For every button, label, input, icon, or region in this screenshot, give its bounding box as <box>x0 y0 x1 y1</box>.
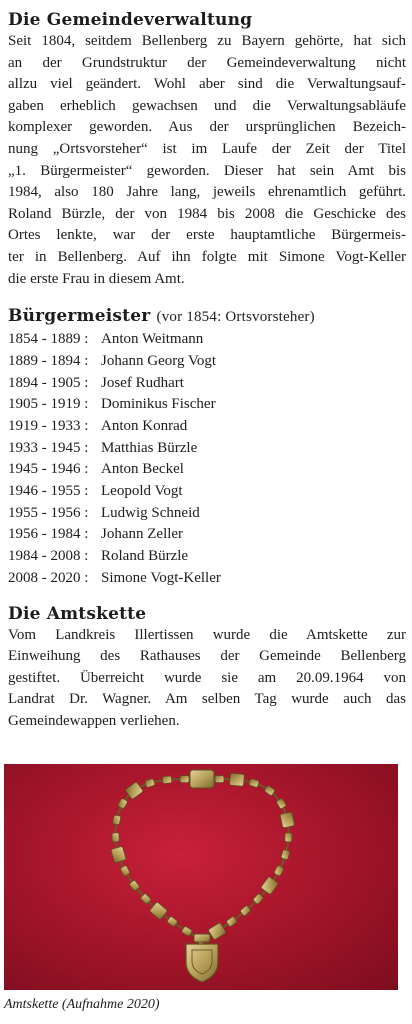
text-line: gestiftet. Überreicht wurde sie am 20.09.1964 von <box>8 669 406 686</box>
mayor-name: Anton Beckel <box>101 461 184 478</box>
section-amtskette <box>8 604 406 733</box>
chain-link <box>249 778 260 787</box>
chain-link <box>208 922 226 940</box>
mayor-years: 1946 - 1955 : <box>8 483 89 500</box>
mayor-years: 1956 - 1984 : <box>8 526 89 543</box>
text-line: nung „Ortsvorsteher“ ist im Laufe der Zeit der Titel <box>8 140 406 157</box>
chain-link <box>280 812 295 828</box>
chain-link <box>112 815 121 825</box>
chain-link <box>120 865 130 876</box>
mayor-years: 1945 - 1946 : <box>8 461 89 478</box>
mayor-entry <box>8 351 406 373</box>
mayor-name: Leopold Vogt <box>101 483 183 500</box>
text-line: Roland Bürzle, der von 1984 bis 2008 die Geschicke des <box>8 205 406 222</box>
chain-link <box>274 865 284 876</box>
mayor-name: Johann Zeller <box>101 526 184 543</box>
section-title-gemeindeverwaltung: Die Gemeindeverwaltung <box>8 10 253 30</box>
page <box>8 10 406 749</box>
chain-link <box>285 833 292 842</box>
mayor-years: 1984 - 2008 : <box>8 548 89 565</box>
text-line: ter in Bellenberg. Auf ihn folgte mit Simone Vogt-Keller <box>8 248 406 265</box>
text-line: Seit 1804, seitdem Bellenberg zu Bayern gehörte, hat sich <box>8 33 406 49</box>
photo-caption: Amtskette (Aufnahme 2020) <box>4 997 160 1012</box>
text-line: Landrat Dr. Wagner. Am selben Tag wurde auch das <box>8 691 406 708</box>
chain-path <box>115 779 288 940</box>
mayor-years: 1933 - 1945 : <box>8 439 89 456</box>
mayor-name: Josef Rudhart <box>101 374 184 391</box>
buergermeister-title: Bürgermeister <box>8 306 151 327</box>
mayor-name: Anton Konrad <box>101 417 188 434</box>
mayor-years: 1955 - 1956 : <box>8 504 89 521</box>
mayor-years: 1919 - 1933 : <box>8 417 89 434</box>
paragraph-gemeindeverwaltung <box>8 31 406 290</box>
mayor-entry <box>8 568 406 590</box>
chain-links <box>111 773 295 945</box>
mayor-entry <box>8 394 406 416</box>
text-line: komplexer geworden. Aus der ursprünglichen Bezeich- <box>8 119 406 136</box>
chain-link <box>112 833 120 842</box>
chain-link <box>281 849 290 860</box>
chain-link <box>181 926 192 937</box>
mayor-years: 2008 - 2020 : <box>8 569 89 586</box>
section-gemeindeverwaltung <box>8 10 406 290</box>
mayor-entry <box>8 438 406 460</box>
top-clasp <box>190 770 214 788</box>
mayor-name: Dominikus Fischer <box>101 396 216 413</box>
text-line: Gemeindewappen verliehen. <box>8 712 180 729</box>
mayor-entry <box>8 459 406 481</box>
buergermeister-subtitle: (vor 1854: Ortsvorsteher) <box>156 309 315 326</box>
text-line: „1. Bürgermeister“ geworden. Dieser hat sein Amt bis <box>8 162 406 179</box>
chain-link <box>215 776 224 783</box>
text-line: Ortes lenkte, war der erste hauptamtliche Bürgermeis- <box>8 227 406 244</box>
mayor-name: Simone Vogt-Keller <box>101 569 221 586</box>
mayor-entry <box>8 329 406 351</box>
paragraph-amtskette <box>8 625 406 733</box>
text-line: Vom Landkreis Illertissen wurde die Amtskette zur <box>8 626 406 643</box>
chain-link <box>180 776 189 783</box>
mayor-years: 1889 - 1894 : <box>8 352 89 369</box>
mayor-entry <box>8 503 406 525</box>
chain-link <box>229 773 244 786</box>
text-line: die erste Frau in diesem Amt. <box>8 270 185 287</box>
text-line: allzu viel geändert. Wohl aber sind die Verwaltungsauf- <box>8 76 406 93</box>
mayor-entry <box>8 546 406 568</box>
amtskette-photo <box>4 764 398 990</box>
text-line: 1984, also 180 Jahre lang, jeweils ehrenamtlich geführt. <box>8 184 406 201</box>
mayor-years: 1854 - 1889 : <box>8 331 89 348</box>
mayor-years: 1905 - 1919 : <box>8 396 89 413</box>
mayor-entry <box>8 524 406 546</box>
mayor-years: 1894 - 1905 : <box>8 374 89 391</box>
chain-link <box>145 778 156 787</box>
text-line: Einweihung des Rathauses der Gemeinde Bellenberg <box>8 648 406 665</box>
mayor-name: Ludwig Schneid <box>101 504 200 521</box>
mayor-name: Roland Bürzle <box>101 548 189 565</box>
chain-link <box>162 776 172 784</box>
section-title-buergermeister <box>8 306 406 327</box>
mayor-entry <box>8 416 406 438</box>
chain-illustration <box>4 764 398 990</box>
mayor-entry <box>8 373 406 395</box>
section-title-amtskette: Die Amtskette <box>8 603 147 624</box>
mayor-name: Anton Weitmann <box>101 331 204 348</box>
mayor-entry <box>8 481 406 503</box>
chain-link <box>111 846 126 863</box>
mayor-name: Matthias Bürzle <box>101 439 198 456</box>
mayor-name: Johann Georg Vogt <box>101 352 217 369</box>
text-line: an der Grundstruktur der Gemeindeverwaltung nicht <box>8 54 406 71</box>
mayor-list <box>8 329 406 589</box>
section-buergermeister <box>8 306 406 589</box>
text-line: gaben erheblich gewachsen und die Verwaltungsabläufe <box>8 97 406 114</box>
pendant-coat-of-arms <box>186 934 218 982</box>
